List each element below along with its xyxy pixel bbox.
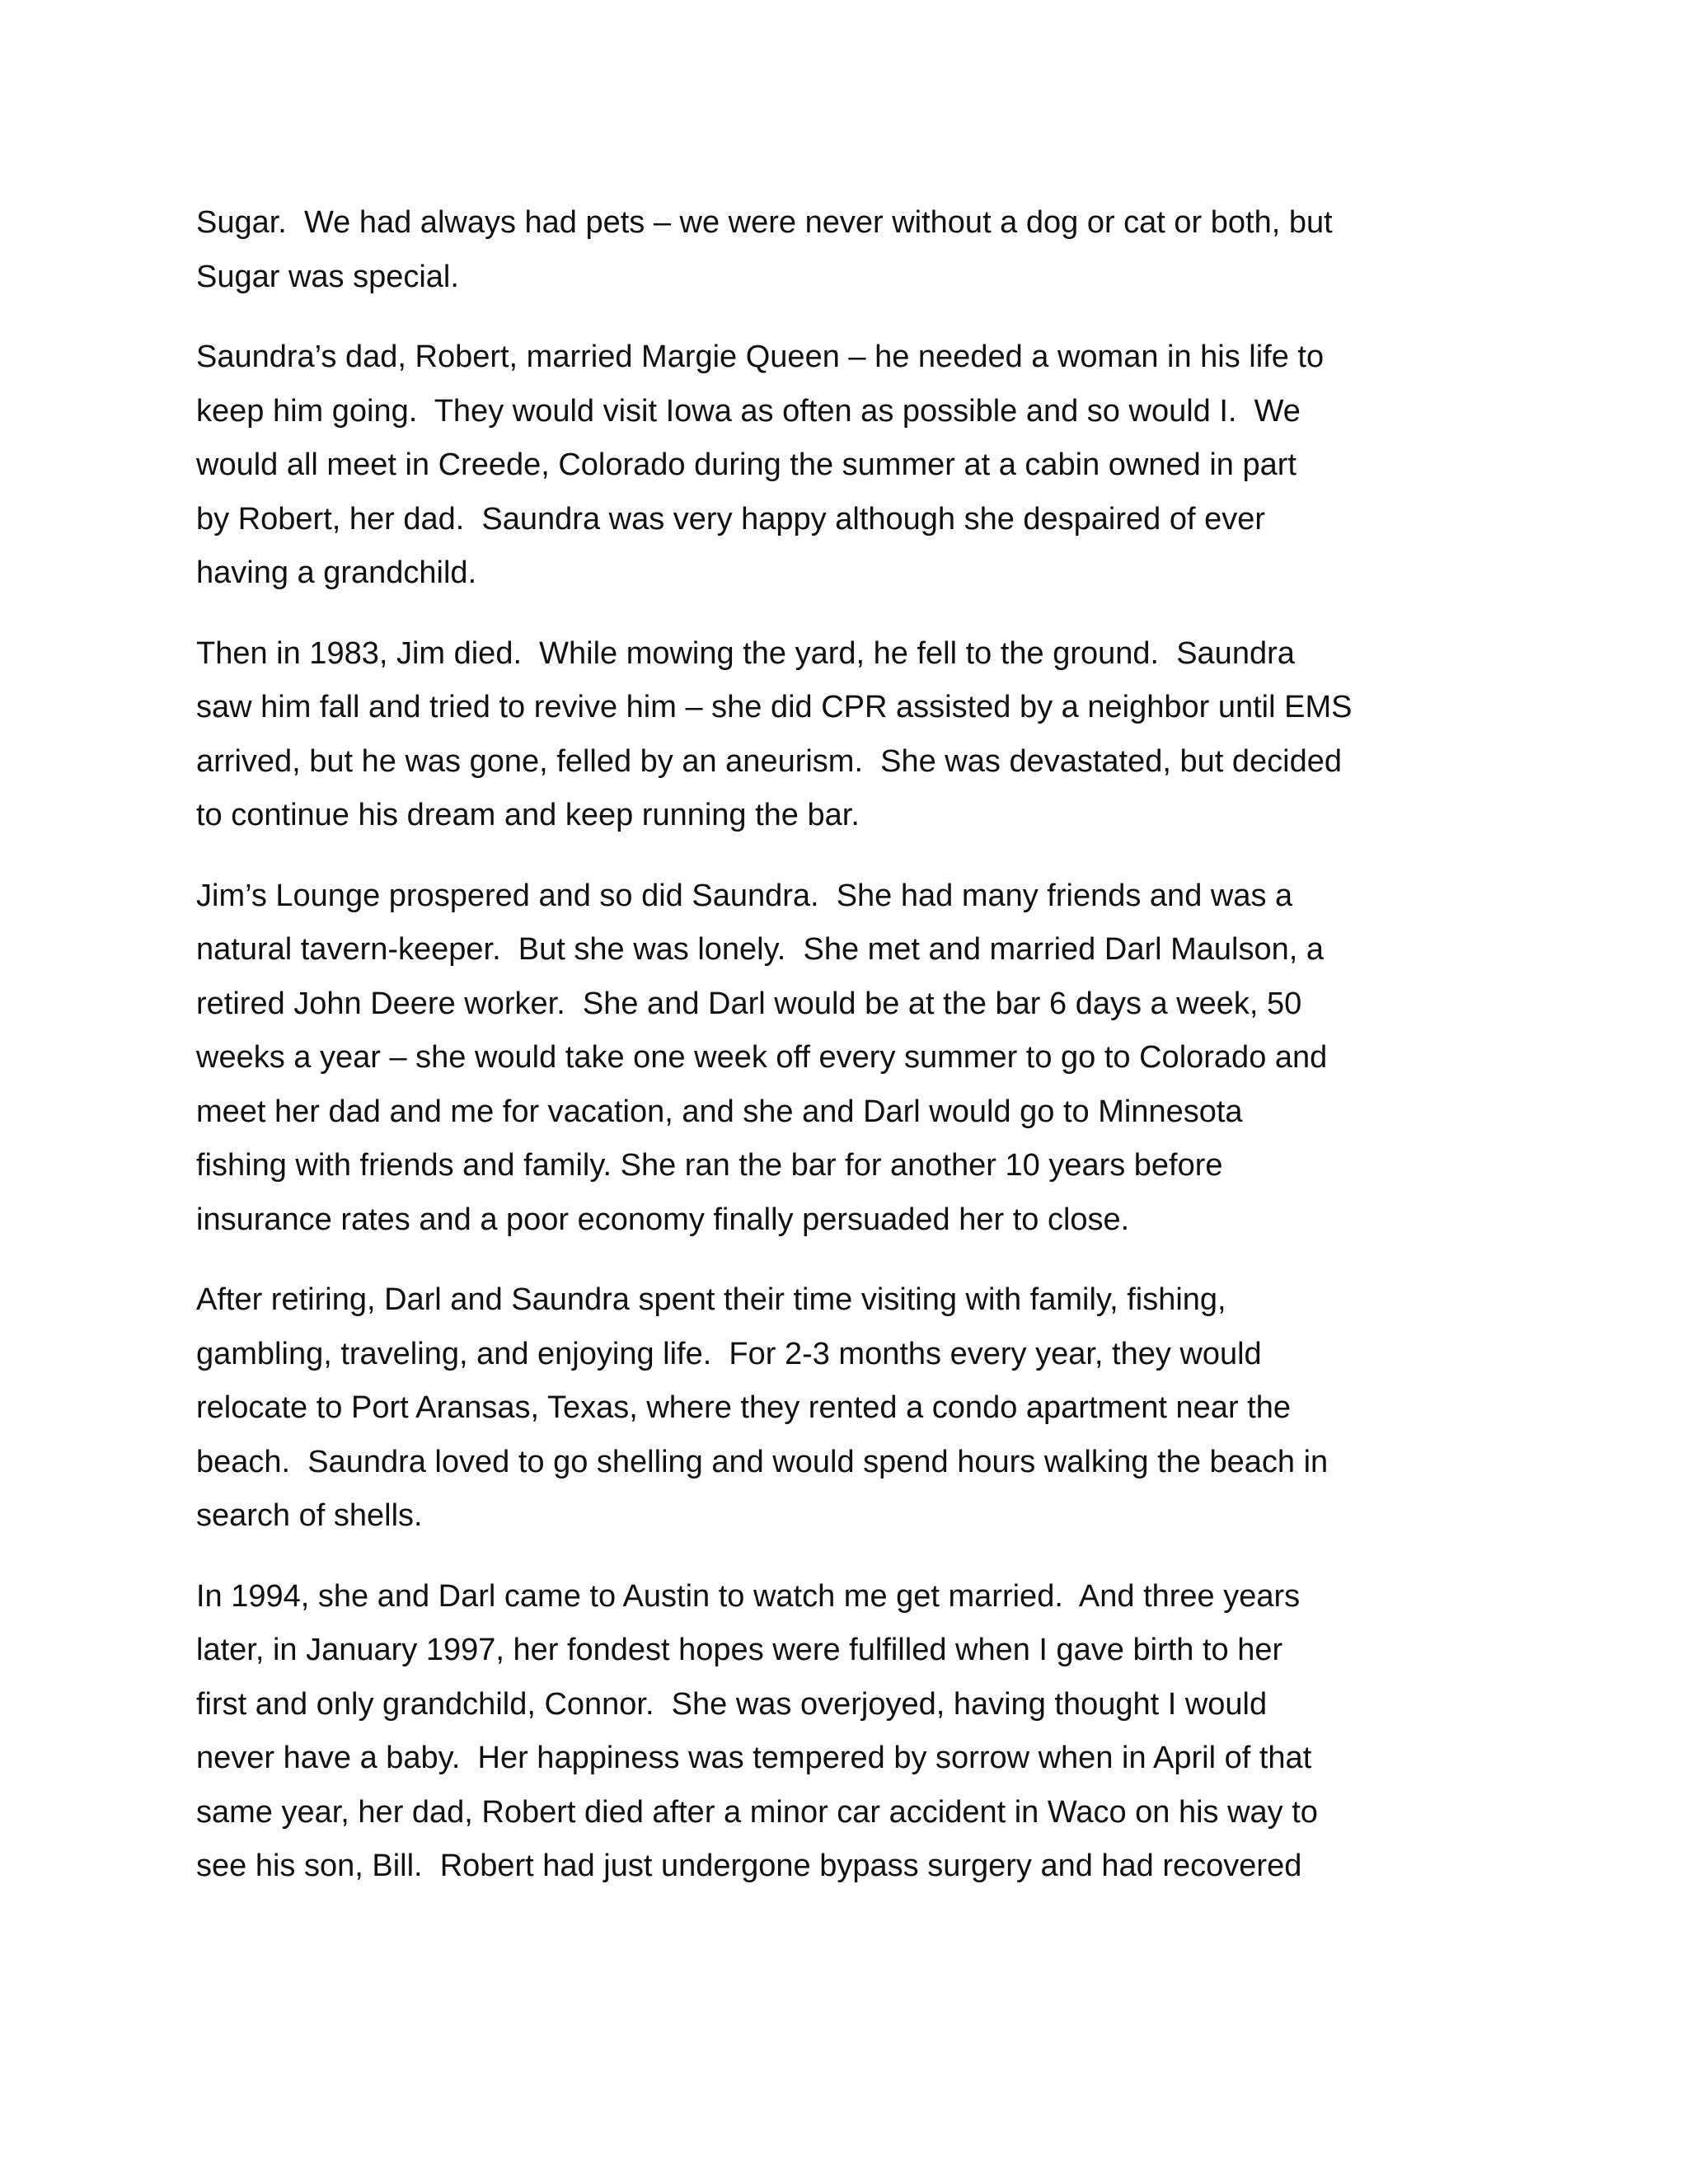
text-line: meet her dad and me for vacation, and she and Darl would go to Minnesota (196, 1094, 1243, 1129)
text-line: never have a baby. Her happiness was tempered by sorrow when in April of that (196, 1741, 1312, 1775)
text-line: Sugar was special. (196, 259, 459, 294)
text-line: In 1994, she and Darl came to Austin to watch me get married. And three years (196, 1578, 1301, 1614)
paragraph-jims-lounge (196, 869, 1515, 1248)
text-line: After retiring, Darl and Saundra spent their time visiting with family, fishing, (196, 1282, 1226, 1317)
text-line: later, in January 1997, her fondest hopes were fulfilled when I gave birth to her (196, 1633, 1283, 1667)
text-line: would all meet in Creede, Colorado during the summer at a cabin owned in part (196, 448, 1296, 482)
text-line: gambling, traveling, and enjoying life. For 2-3 months every year, they would (196, 1336, 1262, 1371)
text-line: keep him going. They would visit Iowa as often as possible and so would I. We (196, 393, 1301, 429)
text-line: search of shells. (196, 1498, 423, 1533)
document-body (196, 196, 1515, 1920)
text-line: weeks a year – she would take one week off every summer to go to Colorado and (196, 1040, 1328, 1075)
text-line: first and only grandchild, Connor. She was overjoyed, having thought I would (196, 1686, 1268, 1722)
text-line: beach. Saundra loved to go shelling and would spend hours walking the beach in (196, 1444, 1329, 1479)
text-line: by Robert, her dad. Saundra was very happy although she despaired of ever (196, 501, 1266, 537)
text-line: natural tavern-keeper. But she was lonely. She met and married Darl Maulson, a (196, 932, 1324, 967)
text-line: Saundra’s dad, Robert, married Margie Queen – he needed a woman in his life to (196, 340, 1325, 374)
text-line: saw him fall and tried to revive him – she did CPR assisted by a neighbor until EMS (196, 690, 1353, 724)
text-line: see his son, Bill. Robert had just undergone bypass surgery and had recovered (196, 1849, 1302, 1883)
text-line: retired John Deere worker. She and Darl would be at the bar 6 days a week, 50 (196, 986, 1302, 1021)
text-line: relocate to Port Aransas, Texas, where they rented a condo apartment near the (196, 1390, 1291, 1425)
text-line: arrived, but he was gone, felled by an aneurism. She was devastated, but decided (196, 743, 1342, 779)
paragraph-after-retiring (196, 1273, 1515, 1544)
paragraph-jim-died (196, 627, 1515, 843)
text-line: to continue his dream and keep running the bar. (196, 798, 860, 832)
paragraph-sugar (196, 196, 1515, 304)
text-line: having a grandchild. (196, 555, 477, 590)
text-line: Sugar. We had always had pets – we were never without a dog or cat or both, but (196, 205, 1333, 240)
paragraph-1994 (196, 1570, 1515, 1894)
text-line: fishing with friends and family. She ran the bar for another 10 years before (196, 1148, 1223, 1183)
text-line: Jim’s Lounge prospered and so did Saundra. She had many friends and was a (196, 878, 1293, 913)
paragraph-robert-married (196, 330, 1515, 601)
text-line: Then in 1983, Jim died. While mowing the yard, he fell to the ground. Saundra (196, 635, 1295, 671)
text-line: insurance rates and a poor economy finally persuaded her to close. (196, 1202, 1130, 1237)
text-line: same year, her dad, Robert died after a minor car accident in Waco on his way to (196, 1794, 1318, 1830)
